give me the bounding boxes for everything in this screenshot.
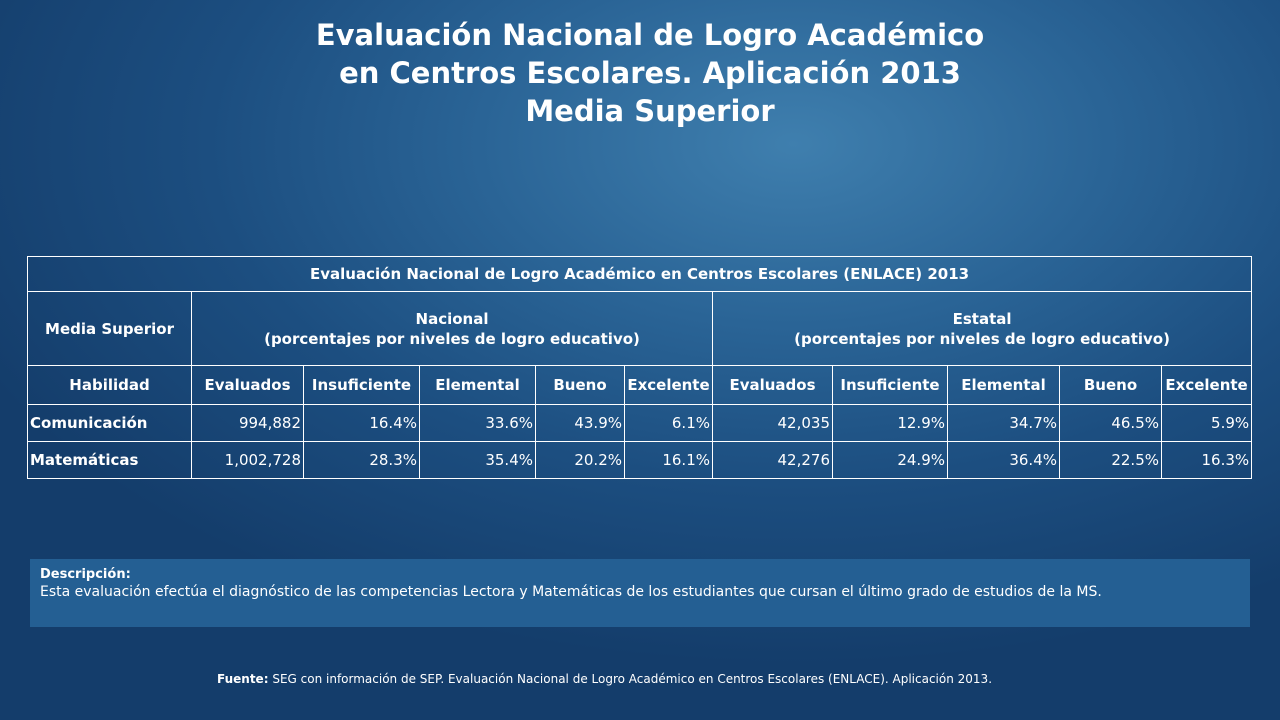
column-header: Evaluados — [713, 366, 833, 405]
source-label: Fuente: — [217, 672, 269, 686]
table-cell: 24.9% — [833, 442, 948, 479]
title-line-3: Media Superior — [525, 94, 775, 128]
table-cell: 994,882 — [192, 405, 304, 442]
national-group-header — [192, 292, 713, 366]
column-header: Elemental — [948, 366, 1060, 405]
table-cell: 6.1% — [625, 405, 713, 442]
table-cell: 35.4% — [420, 442, 536, 479]
description-label: Descripción: — [40, 567, 131, 582]
table-cell: 16.3% — [1162, 442, 1252, 479]
column-header: Bueno — [536, 366, 625, 405]
column-header: Elemental — [420, 366, 536, 405]
state-sublabel: (porcentajes por niveles de logro educativo) — [794, 329, 1170, 348]
table-cell: 1,002,728 — [192, 442, 304, 479]
state-group-header — [713, 292, 1252, 366]
table-caption: Evaluación Nacional de Logro Académico en Centros Escolares (ENLACE) 2013 — [28, 257, 1252, 292]
table-cell: 16.4% — [304, 405, 420, 442]
table-cell: 20.2% — [536, 442, 625, 479]
table-cell: 12.9% — [833, 405, 948, 442]
description-text: Esta evaluación efectúa el diagnóstico de las competencias Lectora y Matemáticas de los estudiantes que cursan el último grado de estudios de la MS. — [40, 584, 1102, 600]
table-cell: 5.9% — [1162, 405, 1252, 442]
table-group-row — [28, 292, 1252, 366]
description-box — [30, 559, 1250, 627]
table-cell: 34.7% — [948, 405, 1060, 442]
table-row — [28, 442, 1252, 479]
table-cell: 33.6% — [420, 405, 536, 442]
source-note — [217, 672, 992, 686]
table-row — [28, 405, 1252, 442]
column-header: Excelente — [1162, 366, 1252, 405]
table-caption-row — [28, 257, 1252, 292]
column-header: Insuficiente — [304, 366, 420, 405]
column-header: Insuficiente — [833, 366, 948, 405]
column-header: Bueno — [1060, 366, 1162, 405]
title-line-2: en Centros Escolares. Aplicación 2013 — [339, 56, 961, 90]
table-cell: 43.9% — [536, 405, 625, 442]
source-text: SEG con información de SEP. Evaluación Nacional de Logro Académico en Centros Escolares (ENLACE). Aplicación 2013. — [272, 672, 993, 686]
row-label: Comunicación — [28, 405, 192, 442]
column-header: Evaluados — [192, 366, 304, 405]
table-cell: 46.5% — [1060, 405, 1162, 442]
level-label: Media Superior — [28, 292, 192, 366]
row-label: Matemáticas — [28, 442, 192, 479]
table-cell: 42,035 — [713, 405, 833, 442]
national-sublabel: (porcentajes por niveles de logro educativo) — [264, 329, 640, 348]
results-table — [27, 256, 1252, 479]
table-cell: 16.1% — [625, 442, 713, 479]
column-header: Excelente — [625, 366, 713, 405]
national-label: Nacional — [415, 309, 489, 328]
table-cell: 36.4% — [948, 442, 1060, 479]
table-cell: 28.3% — [304, 442, 420, 479]
table-cell: 42,276 — [713, 442, 833, 479]
column-header: Habilidad — [28, 366, 192, 405]
results-table-container — [27, 256, 1251, 479]
state-label: Estatal — [952, 309, 1012, 328]
title-line-1: Evaluación Nacional de Logro Académico — [315, 18, 985, 52]
page-title — [0, 16, 1280, 130]
column-header-row — [28, 366, 1252, 405]
table-cell: 22.5% — [1060, 442, 1162, 479]
